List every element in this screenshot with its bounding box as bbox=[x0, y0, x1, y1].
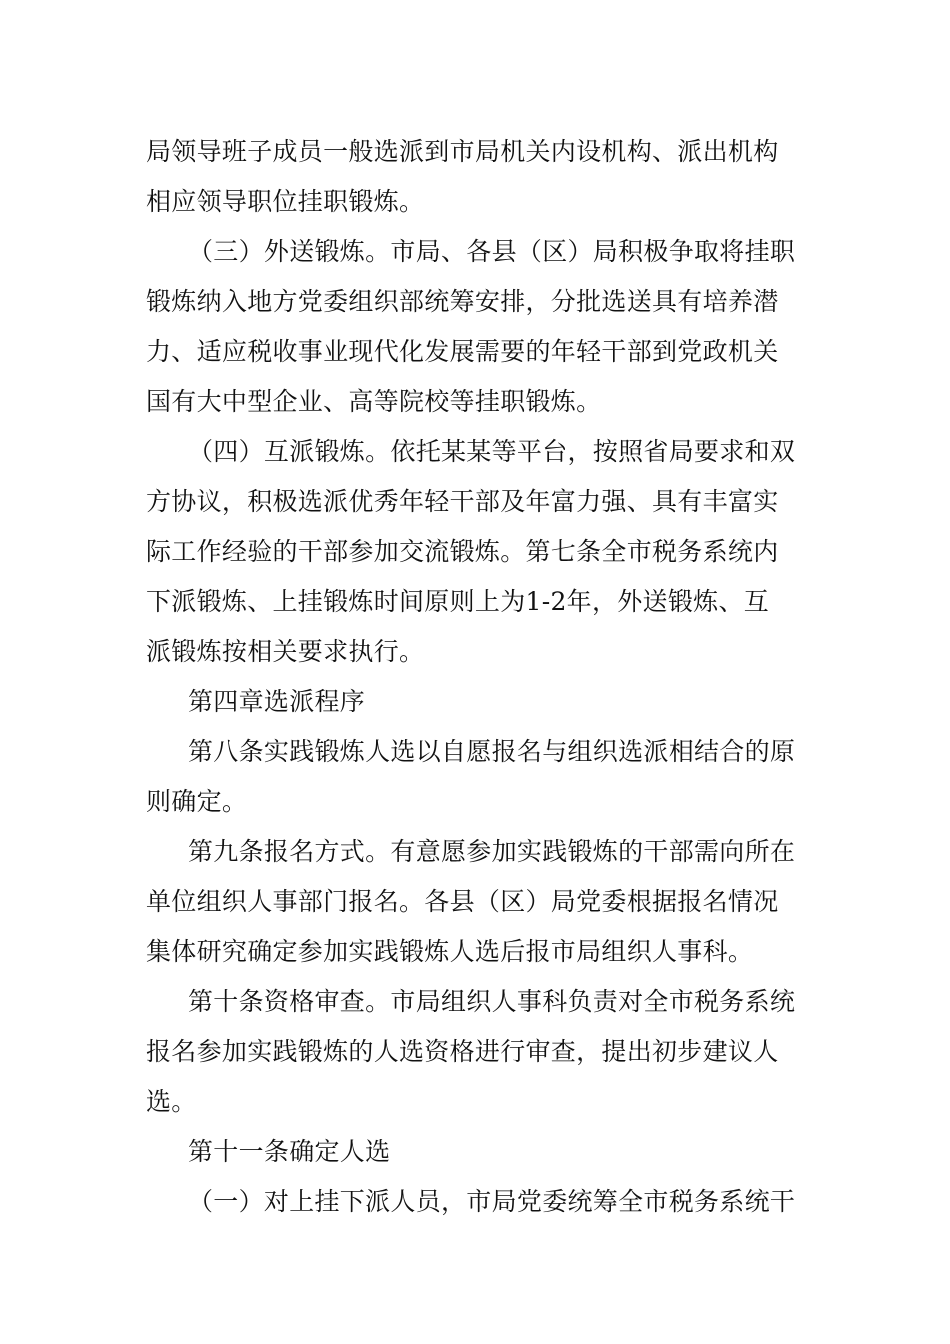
text-line-6: 国有大中型企业、高等院校等挂职锻炼。 bbox=[146, 387, 602, 416]
text-line-17: 集体研究确定参加实践锻炼人选后报市局组织人事科。 bbox=[146, 937, 754, 966]
text-line-3: （三）外送锻炼。市局、各县（区）局积极争取将挂职 bbox=[188, 237, 796, 266]
article-heading: 第十一条确定人选 bbox=[188, 1137, 391, 1166]
text-line-7: （四）互派锻炼。依托某某等平台，按照省局要求和双 bbox=[188, 437, 796, 466]
text-line-5: 力、适应税收事业现代化发展需要的年轻干部到党政机关 bbox=[146, 337, 779, 366]
text-line-16: 单位组织人事部门报名。各县（区）局党委根据报名情况 bbox=[146, 887, 779, 916]
text-line-19: 报名参加实践锻炼的人选资格进行审查，提出初步建议人 bbox=[146, 1037, 779, 1066]
text-line-13: 第八条实践锻炼人选以自愿报名与组织选派相结合的原 bbox=[188, 737, 796, 766]
text-line-14: 则确定。 bbox=[146, 787, 248, 816]
text-line-8: 方协议，积极选派优秀年轻干部及年富力强、具有丰富实 bbox=[146, 487, 779, 516]
text-line-20: 选。 bbox=[146, 1087, 197, 1116]
text-line-4: 锻炼纳入地方党委组织部统筹安排，分批选送具有培养潜 bbox=[146, 287, 779, 316]
text-line-22: （一）对上挂下派人员，市局党委统筹全市税务系统干 bbox=[188, 1187, 796, 1216]
text-line-11: 派锻炼按相关要求执行。 bbox=[146, 637, 425, 666]
text-line-2: 相应领导职位挂职锻炼。 bbox=[146, 187, 425, 216]
text-line-18: 第十条资格审查。市局组织人事科负责对全市税务系统 bbox=[188, 987, 796, 1016]
text-line-9: 际工作经验的干部参加交流锻炼。第七条全市税务系统内 bbox=[146, 537, 779, 566]
chapter-heading: 第四章选派程序 bbox=[188, 687, 366, 716]
text-line-1: 局领导班子成员一般选派到市局机关内设机构、派出机构 bbox=[146, 137, 779, 166]
text-line-15: 第九条报名方式。有意愿参加实践锻炼的干部需向所在 bbox=[188, 837, 796, 866]
text-line-10: 下派锻炼、上挂锻炼时间原则上为1-2年，外送锻炼、互 bbox=[146, 587, 770, 616]
